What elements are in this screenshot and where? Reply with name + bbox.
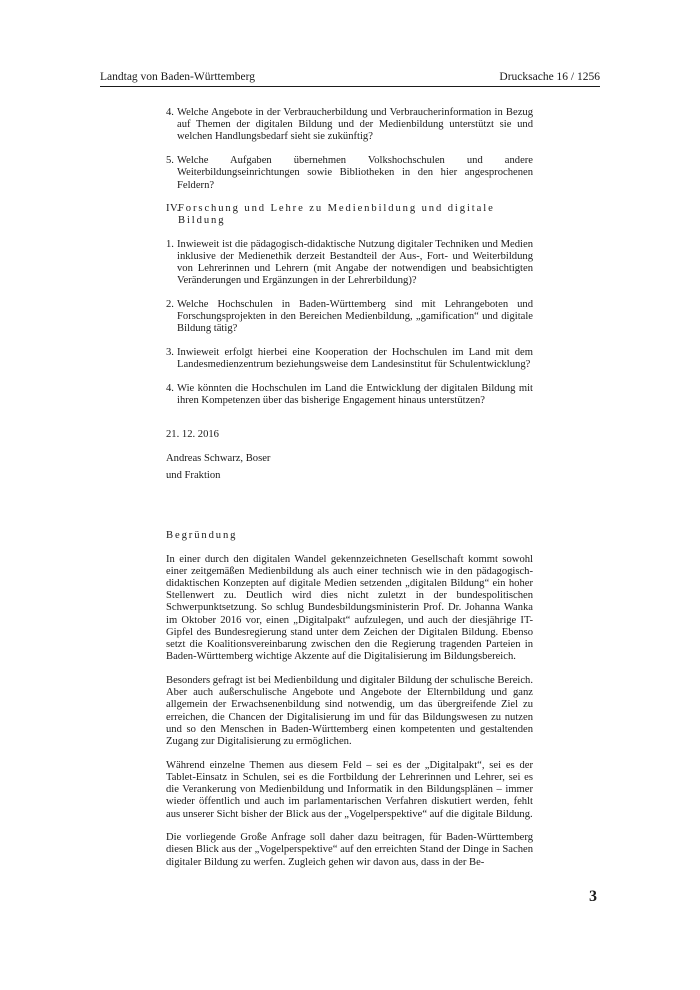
question-number: 5. <box>166 155 174 167</box>
document-date: 21. 12. 2016 <box>166 429 219 441</box>
rationale-heading: Begründung <box>166 529 238 541</box>
question-text: Welche Hochschulen in Baden-Württemberg sind mit Lehrangeboten und Forschungsprojekten in den Bereichen Medienbildung, „gamification“ und digitale Bildung tätig? <box>177 298 533 335</box>
question-number: 2. <box>166 298 174 310</box>
question-text: Welche Angebote in der Verbraucherbildung und Verbraucherinformation in Bezug auf Themen der digitalen Bildung und der Medienbildung unterstützt sie und welchen Handlungsbedarf sieht sie zukünftig? <box>177 107 533 143</box>
header-parliament: Landtag von Baden-Württemberg <box>100 71 255 83</box>
question-item <box>166 299 533 336</box>
signatory-fraction: und Fraktion <box>166 469 221 481</box>
question-text: Welche Aufgaben übernehmen Volkshochschulen und andere Weiterbildungseinrichtungen sowie Bibliotheken in den hier angesprochenen Feldern? <box>177 155 533 191</box>
rationale-paragraph: In einer durch den digitalen Wandel gekennzeichneten Gesellschaft kommt sowohl einer zeitgemäßen Medienbildung als auch einer technisch wie in den pädagogisch-didaktischen Konzepten auf digitale Medien setzenden „digitalen Bildung“ ein hoher Stellenwert zu. Deutlich wird dies nicht zuletzt in der bundespolitischen Schwerpunktsetzung. So schlug Bundesbildungsministerin Prof. Dr. Johanna Wanka im Oktober 2016 vor, einen „Digitalpakt“ aufzulegen, und auch der diesjährige IT-Gipfel des Bundesregierung stand unter dem Zeichen der Digitalen Bildung. Ebenso setzt die Koalitionsvereinbarung zwischen den die Regierung tragenden Parteien in Baden-Württemberg wichtige Akzente auf die Digitalisierung im Bildungsbereich. <box>166 553 533 663</box>
section-title: Forschung und Lehre zu Medienbildung und digitale Bildung <box>178 203 495 227</box>
question-text: Wie könnten die Hochschulen im Land die Entwicklung der digitalen Bildung mit ihren Kompetenzen über das bisherige Engagement hinaus unterstützen? <box>177 382 533 407</box>
question-number: 4. <box>166 107 174 118</box>
question-item <box>166 239 533 288</box>
question-item <box>166 107 533 144</box>
section-heading <box>166 203 533 227</box>
rationale-paragraph: Besonders gefragt ist bei Medienbildung und digitaler Bildung der schulische Bereich. Aber auch außerschulische Angebote und Angebote der Elternbildung und ganz allgemein der Erwachsenenbildung sind notwendig, um das übergreifende Ziel zu erreichen, die Chancen der Digitalisierung im und für das Bildungswesen zu nutzen und so den Menschen in Baden-Württemberg einen kompetenten und gestaltenden Zugang zur Digitalisierung zu ermöglichen. <box>166 675 533 748</box>
question-item <box>166 155 533 192</box>
question-number: 1. <box>166 238 174 250</box>
document-body <box>166 107 533 869</box>
rationale-paragraph: Die vorliegende Große Anfrage soll daher dazu beitragen, für Baden-Württemberg diesen Blick aus der „Vogelperspektive“ auf den erreichten Stand der Dinge in Sachen digitaler Bildung zu werfen. Zugleich gehen wir davon aus, dass in der Be- <box>166 832 533 868</box>
question-text: Inwieweit ist die pädagogisch-didaktische Nutzung digitaler Techniken und Medien inklusive der Medienethik derzeit Bestandteil der Aus-, Fort- und Weiterbildung von Lehrerinnen und Lehrern (mit Angabe der notwendigen und beabsichtigten Veränderungen und Ergänzungen in der Lehrerbildung)? <box>177 238 533 287</box>
question-number: 4. <box>166 382 174 394</box>
header-document-number: Drucksache 16 / 1256 <box>499 71 600 83</box>
question-number: 3. <box>166 347 174 359</box>
question-item <box>166 383 533 407</box>
header-divider <box>100 86 600 87</box>
section-numeral: IV. <box>166 203 180 215</box>
page-number: 3 <box>589 888 597 905</box>
rationale-paragraph: Während einzelne Themen aus diesem Feld – sei es der „Digitalpakt“, sei es der Tablet-Einsatz in Schulen, sei es die Fortbildung der Lehrerinnen und Lehrer, sei es die Verankerung von Medienbildung und Informatik in den Bildungsplänen – immer wieder öffentlich und auch im parlamentarischen Verfahren diskutiert werden, fehlt aus unserer Sicht bisher der Blick aus der „Vogelperspektive“ auf die digitale Bildung. <box>166 759 533 820</box>
question-text: Inwieweit erfolgt hierbei eine Kooperation der Hochschulen im Land mit dem Landesmedienzentrum beziehungsweise dem Landesinstitut für Schulentwicklung? <box>177 347 533 371</box>
question-item <box>166 347 533 371</box>
signatory-names: Andreas Schwarz, Boser <box>166 452 271 464</box>
signature-block <box>166 453 533 482</box>
